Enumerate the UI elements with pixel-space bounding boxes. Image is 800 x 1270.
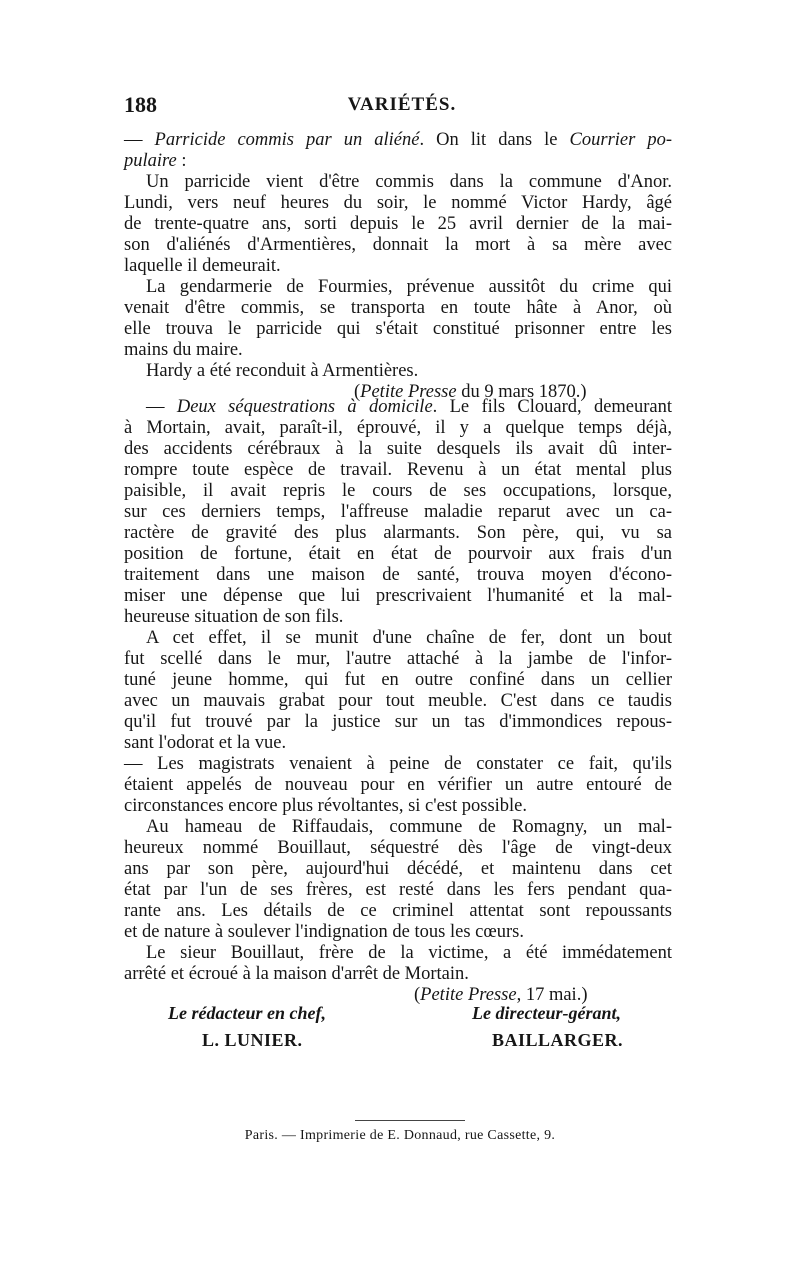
text-line: étaient appelés de nouveau pour en vérifier un autre entouré de — [124, 775, 672, 795]
text-line: Le sieur Bouillaut, frère de la victime, a été immédatement — [146, 943, 672, 963]
article-title-line: — Parricide commis par un aliéné. On lit dans le Courrier po- — [124, 130, 673, 150]
text-line: paisible, il avait repris le cours de ses occupations, lorsque, — [124, 481, 672, 501]
director-title: Le directeur-gérant, — [472, 1003, 621, 1023]
article-parricide — [124, 130, 672, 403]
text-line: rompre toute espèce de travail. Revenu à un état mental plus — [124, 460, 672, 480]
text-line: fut scellé dans le mur, l'autre attaché à la jambe de l'infor- — [124, 649, 672, 669]
text-line: traitement dans une maison de santé, trouva moyen d'écono- — [124, 565, 672, 585]
page-number: 188 — [124, 92, 157, 117]
text-line: venait d'être commis, se transporta en toute hâte à Anor, où — [124, 298, 672, 318]
text-line: La gendarmerie de Fourmies, prévenue aussitôt du crime qui — [146, 277, 672, 297]
text-line: Lundi, vers neuf heures du soir, le nommé Victor Hardy, âgé — [124, 193, 672, 213]
text-line: laquelle il demeurait. — [124, 256, 281, 276]
text-line: à Mortain, avait, paraît-il, éprouvé, il y a quelque temps déjà, — [124, 418, 672, 438]
page-header — [124, 92, 680, 124]
text-line: Hardy a été reconduit à Armentières. — [146, 361, 419, 381]
editor-title: Le rédacteur en chef, — [168, 1003, 326, 1023]
text-line: avec un mauvais grabat pour tout meuble. C'est dans ce taudis — [124, 691, 672, 711]
text-line: heureux nommé Bouillaut, séquestré dès l'âge de vingt-deux — [124, 838, 672, 858]
text-line: sant l'odorat et la vue. — [124, 733, 287, 753]
text-line: miser une dépense que lui prescrivaient l'humanité et la mal- — [124, 586, 672, 606]
text-line: mains du maire. — [124, 340, 243, 360]
text-line: et de nature à soulever l'indignation de tous les cœurs. — [124, 922, 524, 942]
text-line: qu'il fut trouvé par la justice sur un tas d'immondices repous- — [124, 712, 672, 732]
article-title: Deux séquestrations à domicile — [176, 397, 433, 417]
text-line: A cet effet, il se munit d'une chaîne de fer, dont un bout — [146, 628, 672, 648]
citation: (Petite Presse du 9 mars 1870.) — [354, 382, 587, 402]
text-line: sur ces derniers temps, l'affreuse maladie reparut avec un ca- — [124, 502, 672, 522]
text-line: Un parricide vient d'être commis dans la commune d'Anor. — [146, 172, 672, 192]
text-line: heureuse situation de son fils. — [124, 607, 344, 627]
text-line: arrêté et écroué à la maison d'arrêt de Mortain. — [124, 964, 469, 984]
running-head: VARIÉTÉS. — [347, 94, 457, 115]
text-line: circonstances encore plus révoltantes, si c'est possible. — [124, 796, 528, 816]
text-line: ans par son père, aujourd'hui décédé, et maintenu dans cet — [124, 859, 672, 879]
text-line: des accidents cérébraux à la suite desquels ils avait dû inter- — [124, 439, 672, 459]
text-line: elle trouva le parricide qui s'était constitué prisonner entre les — [124, 319, 672, 339]
footer-rule — [355, 1120, 465, 1121]
director-name: BAILLARGER. — [492, 1030, 624, 1050]
text-line: Au hameau de Riffaudais, commune de Romagny, un mal- — [146, 817, 672, 837]
editor-name: L. LUNIER. — [202, 1030, 303, 1050]
text-line: son d'aliénés d'Armentières, donnait la mort à sa mère avec — [124, 235, 672, 255]
citation: (Petite Presse, 17 mai.) — [414, 985, 588, 1005]
text-line: position de fortune, était en état de pourvoir aux frais d'un — [124, 544, 672, 564]
article-sequestrations — [124, 397, 672, 1006]
article-title: Parricide commis par un aliéné — [154, 130, 420, 150]
text-line: de trente-quatre ans, sorti depuis le 25 avril dernier de la mai- — [124, 214, 672, 234]
text-line: rante ans. Les détails de ce criminel attentat sont repoussants — [124, 901, 672, 921]
text-line: pulaire : — [124, 151, 187, 171]
text-line: tuné jeune homme, qui fut en outre confiné dans un cellier — [124, 670, 672, 690]
text-line: ractère de gravité des plus alarmants. Son père, qui, vu sa — [124, 523, 672, 543]
source-name: Courrier po- — [569, 130, 673, 150]
article-title-line: — Deux séquestrations à domicile. Le fils Clouard, demeurant — [146, 397, 673, 417]
printer-imprint: Paris. — Imprimerie de E. Donnaud, rue Cassette, 9. — [244, 1128, 556, 1143]
text-line: état par l'un de ses frères, est resté dans les fers pendant qua- — [124, 880, 672, 900]
text-line: — Les magistrats venaient à peine de constater ce fait, qu'ils — [124, 754, 672, 774]
